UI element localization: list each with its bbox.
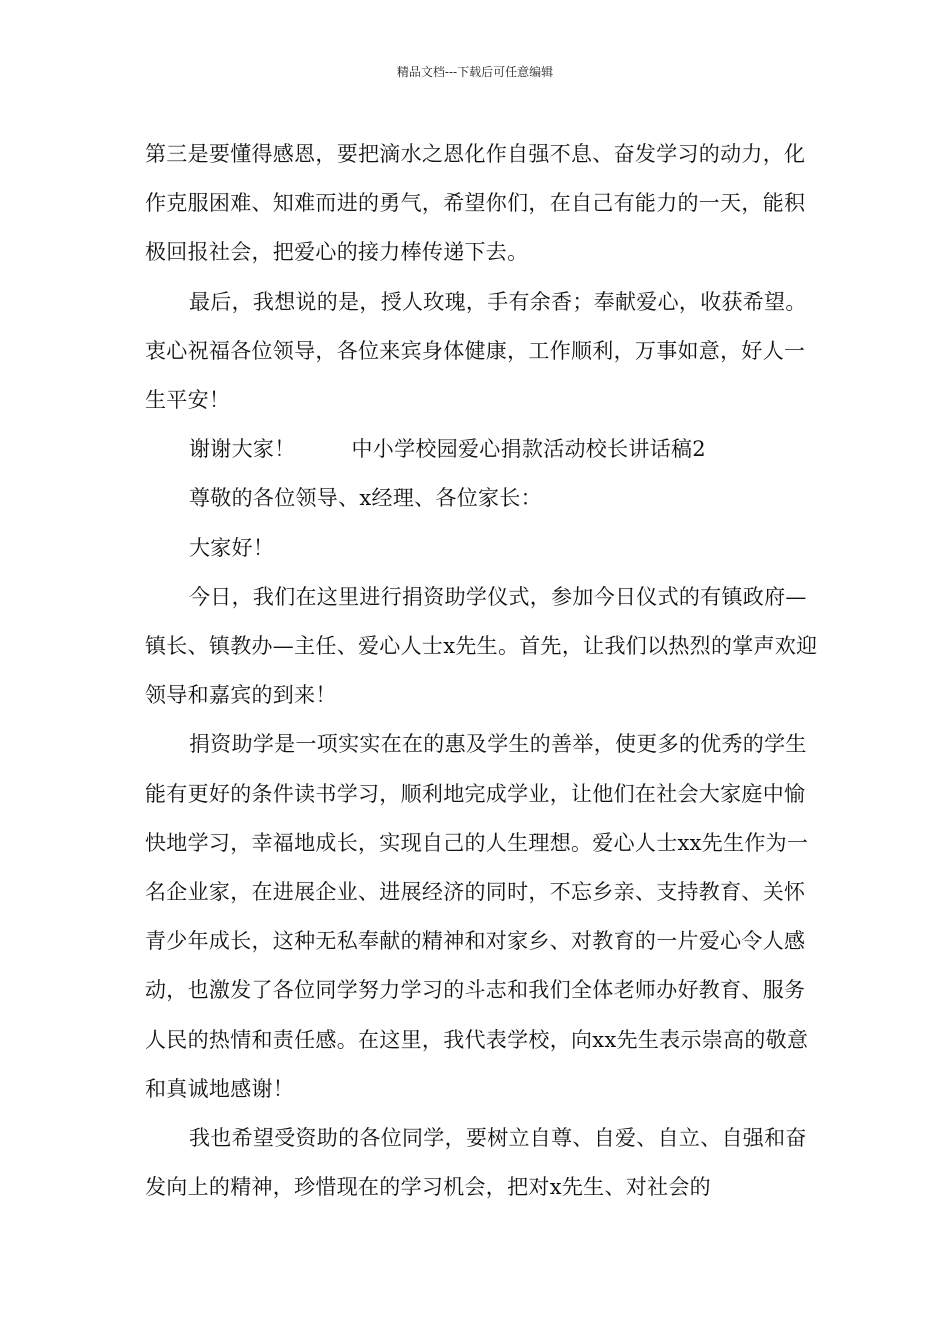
paragraph-closing: 最后，我想说的是，授人玫瑰，手有余香；奉献爱心，收获希望。衷心祝福各位领导，各位来宾身体健康，工作顺利，万事如意，好人一生平安！ — [145, 289, 807, 413]
thanks-text: 谢谢大家！ — [189, 437, 296, 462]
paragraph-salutation: 尊敬的各位领导、x经理、各位家长： — [189, 486, 542, 511]
paragraph-student-hope: 我也希望受资助的各位同学，要树立自尊、自爱、自立、自强和奋发向上的精神，珍惜现在的学习机会，把对x先生、对社会的 — [145, 1126, 807, 1200]
paragraph-greeting: 大家好！ — [189, 535, 275, 560]
document-body — [145, 130, 825, 1212]
paragraph-thanks-and-title — [145, 425, 825, 474]
page-header: 精品文档---下载后可任意编辑 — [396, 65, 554, 79]
paragraph-gratitude: 第三是要懂得感恩，要把滴水之恩化作自强不息、奋发学习的动力，化作克服困难、知难而进的勇气，希望你们，在自己有能力的一天，能积极回报社会，把爱心的接力棒传递下去。 — [145, 142, 806, 265]
paragraph-donation-praise: 捐资助学是一项实实在在的惠及学生的善举，使更多的优秀的学生能有更好的条件读书学习，顺利地完成学业，让他们在社会大家庭中愉快地学习，幸福地成长，实现自己的人生理想。爱心人士xx先生作为一名企业家，在进展企业、进展经济的同时，不忘乡亲、支持教育、关怀青少年成长，这种无私奉献的精神和对家乡、对教育的一片爱心令人感动，也激发了各位同学努力学习的斗志和我们全体老师办好教育、服务人民的热情和责任感。在这里，我代表学校，向xx先生表示崇高的敬意和真诚地感谢！ — [145, 732, 809, 1101]
paragraph-ceremony-intro: 今日，我们在这里进行捐资助学仪式，参加今日仪式的有镇政府—镇长、镇教办—主任、爱心人士x先生。首先，让我们以热烈的掌声欢迎领导和嘉宾的到来！ — [145, 584, 818, 708]
speech-title: 中小学校园爱心捐款活动校长讲话稿2 — [351, 437, 706, 462]
